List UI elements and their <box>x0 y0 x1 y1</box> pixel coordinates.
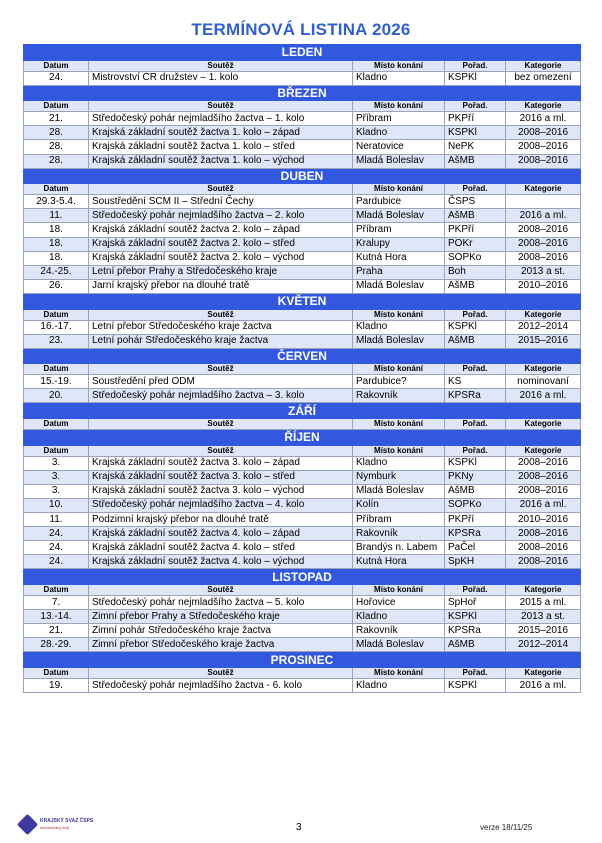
table-row <box>24 596 581 610</box>
cell-category: 2008–2016 <box>506 484 581 498</box>
cell-organizer: AšMB <box>445 279 506 293</box>
cell-venue: Mladá Boleslav <box>353 209 445 223</box>
cell-category: 2012–2014 <box>506 638 581 652</box>
cell-event: Krajská základní soutěž žactva 3. kolo – západ <box>89 456 353 470</box>
column-header-date: Datum <box>24 184 89 195</box>
cell-event: Krajská základní soutěž žactva 2. kolo – západ <box>89 223 353 237</box>
cell-organizer: POKr <box>445 237 506 251</box>
cell-organizer: KPSRa <box>445 389 506 403</box>
table-row <box>24 209 581 223</box>
schedule-table-container <box>23 44 580 693</box>
cell-organizer: PaČel <box>445 541 506 555</box>
cell-event: Letní přebor Středočeského kraje žactva <box>89 320 353 334</box>
cell-venue: Kralupy <box>353 237 445 251</box>
cell-date: 3. <box>24 470 89 484</box>
cell-venue: Kladno <box>353 610 445 624</box>
cell-date: 11. <box>24 209 89 223</box>
column-header-organizer: Pořad. <box>445 445 506 456</box>
table-row <box>24 112 581 126</box>
column-header-venue: Místo konání <box>353 101 445 112</box>
cell-event: Krajská základní soutěž žactva 3. kolo – střed <box>89 470 353 484</box>
cell-event: Středočeský pohár nejmladšího žactva - 6. kolo <box>89 678 353 692</box>
column-header-venue: Místo konání <box>353 364 445 375</box>
column-header-organizer: Pořad. <box>445 419 506 430</box>
column-header-venue: Místo konání <box>353 445 445 456</box>
column-header-category: Kategorie <box>506 419 581 430</box>
cell-venue: Hořovice <box>353 596 445 610</box>
cell-event: Mistrovství ČR družstev – 1. kolo <box>89 71 353 85</box>
column-header-organizer: Pořad. <box>445 184 506 195</box>
cell-date: 7. <box>24 596 89 610</box>
cell-category: 2016 a ml. <box>506 389 581 403</box>
column-header-category: Kategorie <box>506 101 581 112</box>
column-header-date: Datum <box>24 445 89 456</box>
cell-category: 2012–2014 <box>506 320 581 334</box>
cell-date: 20. <box>24 389 89 403</box>
cell-date: 19. <box>24 678 89 692</box>
cell-date: 11. <box>24 513 89 527</box>
cell-venue: Kutná Hora <box>353 555 445 569</box>
logo-title: KRAJSKÝ SVAZ ČSPS <box>40 818 94 824</box>
cell-category: 2008–2016 <box>506 541 581 555</box>
cell-venue: Příbram <box>353 112 445 126</box>
table-row <box>24 223 581 237</box>
table-row <box>24 375 581 389</box>
cell-venue: Kolín <box>353 498 445 512</box>
cell-venue: Rakovník <box>353 624 445 638</box>
column-header-row <box>24 419 581 430</box>
cell-date: 24.-25. <box>24 265 89 279</box>
cell-category: 2008–2016 <box>506 456 581 470</box>
table-row <box>24 320 581 334</box>
cell-organizer: AšMB <box>445 484 506 498</box>
cell-venue: Rakovník <box>353 527 445 541</box>
cell-date: 24. <box>24 71 89 85</box>
table-row <box>24 678 581 692</box>
cell-organizer: KPSRa <box>445 527 506 541</box>
table-row <box>24 334 581 348</box>
cell-organizer: KSPKl <box>445 320 506 334</box>
column-header-venue: Místo konání <box>353 184 445 195</box>
cell-event: Středočeský pohár nejmladšího žactva – 5. kolo <box>89 596 353 610</box>
cell-venue: Kladno <box>353 456 445 470</box>
logo-subtitle: středočeský kraj <box>40 825 69 830</box>
column-header-venue: Místo konání <box>353 667 445 678</box>
cell-venue: Mladá Boleslav <box>353 279 445 293</box>
month-name: ŘÍJEN <box>24 430 581 446</box>
table-row <box>24 513 581 527</box>
table-row <box>24 195 581 209</box>
column-header-venue: Místo konání <box>353 419 445 430</box>
cell-venue: Kladno <box>353 126 445 140</box>
table-row <box>24 527 581 541</box>
cell-category: nominovaní <box>506 375 581 389</box>
cell-venue: Mladá Boleslav <box>353 334 445 348</box>
cell-date: 28. <box>24 126 89 140</box>
cell-event: Letní přebor Prahy a Středočeského kraje <box>89 265 353 279</box>
version-label: verze 18/11/25 <box>480 823 533 832</box>
cell-venue: Mladá Boleslav <box>353 638 445 652</box>
table-row <box>24 498 581 512</box>
table-row <box>24 140 581 154</box>
table-row <box>24 541 581 555</box>
cell-event: Středočeský pohár nejmladšího žactva – 3. kolo <box>89 389 353 403</box>
column-header-date: Datum <box>24 364 89 375</box>
cell-organizer: PKPří <box>445 112 506 126</box>
page-title: TERMÍNOVÁ LISTINA 2026 <box>191 20 411 39</box>
cell-category: 2015 a ml. <box>506 596 581 610</box>
column-header-date: Datum <box>24 60 89 71</box>
cell-date: 28.-29. <box>24 638 89 652</box>
cell-venue: Příbram <box>353 513 445 527</box>
cell-category: 2010–2016 <box>506 513 581 527</box>
cell-category: 2008–2016 <box>506 223 581 237</box>
cell-organizer: NePK <box>445 140 506 154</box>
column-header-organizer: Pořad. <box>445 585 506 596</box>
cell-venue: Kladno <box>353 71 445 85</box>
cell-date: 15.-19. <box>24 375 89 389</box>
column-header-category: Kategorie <box>506 60 581 71</box>
cell-date: 16.-17. <box>24 320 89 334</box>
cell-organizer: SpKH <box>445 555 506 569</box>
federation-logo <box>20 815 140 837</box>
cell-organizer: KSPKl <box>445 126 506 140</box>
cell-date: 21. <box>24 112 89 126</box>
column-header-row <box>24 309 581 320</box>
column-header-date: Datum <box>24 309 89 320</box>
month-header-row <box>24 652 581 668</box>
cell-organizer: KSPKl <box>445 71 506 85</box>
cell-event: Středočeský pohár nejmladšího žactva – 2. kolo <box>89 209 353 223</box>
cell-date: 26. <box>24 279 89 293</box>
month-name: BŘEZEN <box>24 85 581 101</box>
cell-event: Jarní krajský přebor na dlouhé tratě <box>89 279 353 293</box>
cell-event: Krajská základní soutěž žactva 1. kolo – střed <box>89 140 353 154</box>
cell-date: 21. <box>24 624 89 638</box>
page-number: 3 <box>296 822 302 833</box>
cell-event: Středočeský pohár nejmladšího žactva – 1. kolo <box>89 112 353 126</box>
cell-event: Zimní pohár Středočeského kraje žactva <box>89 624 353 638</box>
month-name: PROSINEC <box>24 652 581 668</box>
cell-event: Soustředění před ODM <box>89 375 353 389</box>
table-row <box>24 265 581 279</box>
cell-venue: Neratovice <box>353 140 445 154</box>
column-header-category: Kategorie <box>506 585 581 596</box>
column-header-date: Datum <box>24 585 89 596</box>
cell-organizer: SpHoř <box>445 596 506 610</box>
cell-category: 2010–2016 <box>506 279 581 293</box>
column-header-venue: Místo konání <box>353 585 445 596</box>
month-header-row <box>24 403 581 419</box>
cell-date: 24. <box>24 541 89 555</box>
cell-category: 2015–2016 <box>506 624 581 638</box>
cell-event: Krajská základní soutěž žactva 4. kolo – východ <box>89 555 353 569</box>
column-header-row <box>24 445 581 456</box>
column-header-row <box>24 585 581 596</box>
cell-organizer: KSPKl <box>445 456 506 470</box>
cell-event: Podzimní krajský přebor na dlouhé tratě <box>89 513 353 527</box>
table-row <box>24 624 581 638</box>
schedule-body <box>24 45 581 693</box>
cell-organizer: Boh <box>445 265 506 279</box>
cell-organizer: AšMB <box>445 209 506 223</box>
cell-event: Krajská základní soutěž žactva 4. kolo – střed <box>89 541 353 555</box>
column-header-organizer: Pořad. <box>445 667 506 678</box>
cell-event: Krajská základní soutěž žactva 2. kolo – střed <box>89 237 353 251</box>
cell-date: 28. <box>24 140 89 154</box>
month-name: ČERVEN <box>24 348 581 364</box>
column-header-category: Kategorie <box>506 445 581 456</box>
cell-category: 2016 a ml. <box>506 498 581 512</box>
cell-date: 28. <box>24 154 89 168</box>
cell-event: Krajská základní soutěž žactva 2. kolo – východ <box>89 251 353 265</box>
cell-organizer: KS <box>445 375 506 389</box>
cell-date: 18. <box>24 237 89 251</box>
column-header-event: Soutěž <box>89 445 353 456</box>
cell-date: 24. <box>24 555 89 569</box>
cell-organizer: PKNy <box>445 470 506 484</box>
column-header-category: Kategorie <box>506 184 581 195</box>
column-header-venue: Místo konání <box>353 60 445 71</box>
table-row <box>24 456 581 470</box>
table-row <box>24 251 581 265</box>
cell-date: 10. <box>24 498 89 512</box>
cell-category: 2015–2016 <box>506 334 581 348</box>
month-name: ZÁŘÍ <box>24 403 581 419</box>
cell-organizer: PKPří <box>445 223 506 237</box>
cell-venue: Brandýs n. Labem <box>353 541 445 555</box>
column-header-organizer: Pořad. <box>445 60 506 71</box>
month-name: KVĚTEN <box>24 293 581 309</box>
table-row <box>24 610 581 624</box>
cell-event: Středočeský pohár nejmladšího žactva – 4. kolo <box>89 498 353 512</box>
cell-category: 2008–2016 <box>506 555 581 569</box>
cell-event: Letní pohár Středočeského kraje žactva <box>89 334 353 348</box>
cell-event: Krajská základní soutěž žactva 4. kolo – západ <box>89 527 353 541</box>
column-header-organizer: Pořad. <box>445 364 506 375</box>
month-header-row <box>24 569 581 585</box>
cell-category: 2008–2016 <box>506 140 581 154</box>
table-row <box>24 154 581 168</box>
month-name: DUBEN <box>24 168 581 184</box>
table-row <box>24 126 581 140</box>
cell-organizer: SOPKo <box>445 251 506 265</box>
cell-date: 24. <box>24 527 89 541</box>
column-header-event: Soutěž <box>89 309 353 320</box>
cell-venue: Rakovník <box>353 389 445 403</box>
month-header-row <box>24 45 581 61</box>
month-header-row <box>24 168 581 184</box>
schedule-table <box>23 44 581 693</box>
column-header-row <box>24 364 581 375</box>
cell-date: 3. <box>24 484 89 498</box>
month-header-row <box>24 430 581 446</box>
cell-category: 2016 a ml. <box>506 209 581 223</box>
cell-event: Zimní přebor Prahy a Středočeského kraje <box>89 610 353 624</box>
cell-category <box>506 195 581 209</box>
cell-category: 2016 a ml. <box>506 112 581 126</box>
column-header-category: Kategorie <box>506 364 581 375</box>
month-name: LISTOPAD <box>24 569 581 585</box>
logo-emblem-icon <box>17 814 38 835</box>
table-row <box>24 555 581 569</box>
column-header-event: Soutěž <box>89 585 353 596</box>
cell-venue: Příbram <box>353 223 445 237</box>
column-header-event: Soutěž <box>89 60 353 71</box>
column-header-date: Datum <box>24 667 89 678</box>
column-header-date: Datum <box>24 101 89 112</box>
cell-category: 2008–2016 <box>506 154 581 168</box>
column-header-venue: Místo konání <box>353 309 445 320</box>
cell-category: 2008–2016 <box>506 251 581 265</box>
month-name: LEDEN <box>24 45 581 61</box>
cell-venue: Praha <box>353 265 445 279</box>
column-header-category: Kategorie <box>506 309 581 320</box>
column-header-event: Soutěž <box>89 667 353 678</box>
cell-category: 2013 a st. <box>506 610 581 624</box>
column-header-event: Soutěž <box>89 101 353 112</box>
column-header-organizer: Pořad. <box>445 309 506 320</box>
cell-organizer: KPSRa <box>445 624 506 638</box>
column-header-row <box>24 101 581 112</box>
cell-date: 29.3-5.4. <box>24 195 89 209</box>
cell-venue: Pardubice <box>353 195 445 209</box>
cell-date: 23. <box>24 334 89 348</box>
column-header-row <box>24 184 581 195</box>
cell-event: Krajská základní soutěž žactva 1. kolo – západ <box>89 126 353 140</box>
cell-organizer: PKPří <box>445 513 506 527</box>
cell-date: 18. <box>24 223 89 237</box>
cell-category: 2013 a st. <box>506 265 581 279</box>
column-header-event: Soutěž <box>89 184 353 195</box>
cell-venue: Pardubice? <box>353 375 445 389</box>
cell-venue: Kladno <box>353 320 445 334</box>
column-header-row <box>24 60 581 71</box>
cell-category: 2008–2016 <box>506 237 581 251</box>
table-row <box>24 470 581 484</box>
column-header-date: Datum <box>24 419 89 430</box>
cell-category: bez omezení <box>506 71 581 85</box>
cell-organizer: SOPKo <box>445 498 506 512</box>
cell-venue: Mladá Boleslav <box>353 484 445 498</box>
column-header-organizer: Pořad. <box>445 101 506 112</box>
month-header-row <box>24 293 581 309</box>
cell-date: 18. <box>24 251 89 265</box>
cell-organizer: KSPKl <box>445 610 506 624</box>
cell-category: 2008–2016 <box>506 527 581 541</box>
cell-event: Krajská základní soutěž žactva 3. kolo – východ <box>89 484 353 498</box>
column-header-event: Soutěž <box>89 364 353 375</box>
cell-organizer: ČSPS <box>445 195 506 209</box>
table-row <box>24 279 581 293</box>
cell-venue: Nymburk <box>353 470 445 484</box>
column-header-row <box>24 667 581 678</box>
cell-organizer: AšMB <box>445 154 506 168</box>
column-header-category: Kategorie <box>506 667 581 678</box>
cell-organizer: AšMB <box>445 334 506 348</box>
cell-event: Soustředění SCM II – Střední Čechy <box>89 195 353 209</box>
cell-event: Krajská základní soutěž žactva 1. kolo – východ <box>89 154 353 168</box>
table-row <box>24 389 581 403</box>
table-row <box>24 71 581 85</box>
table-row <box>24 638 581 652</box>
cell-organizer: AšMB <box>445 638 506 652</box>
cell-event: Zimní přebor Středočeského kraje žactva <box>89 638 353 652</box>
table-row <box>24 484 581 498</box>
cell-category: 2008–2016 <box>506 470 581 484</box>
cell-category: 2008–2016 <box>506 126 581 140</box>
table-row <box>24 237 581 251</box>
cell-venue: Mladá Boleslav <box>353 154 445 168</box>
cell-date: 13.-14. <box>24 610 89 624</box>
month-header-row <box>24 85 581 101</box>
cell-date: 3. <box>24 456 89 470</box>
cell-organizer: KSPKl <box>445 678 506 692</box>
cell-venue: Kutná Hora <box>353 251 445 265</box>
column-header-event: Soutěž <box>89 419 353 430</box>
cell-category: 2016 a ml. <box>506 678 581 692</box>
cell-venue: Kladno <box>353 678 445 692</box>
month-header-row <box>24 348 581 364</box>
